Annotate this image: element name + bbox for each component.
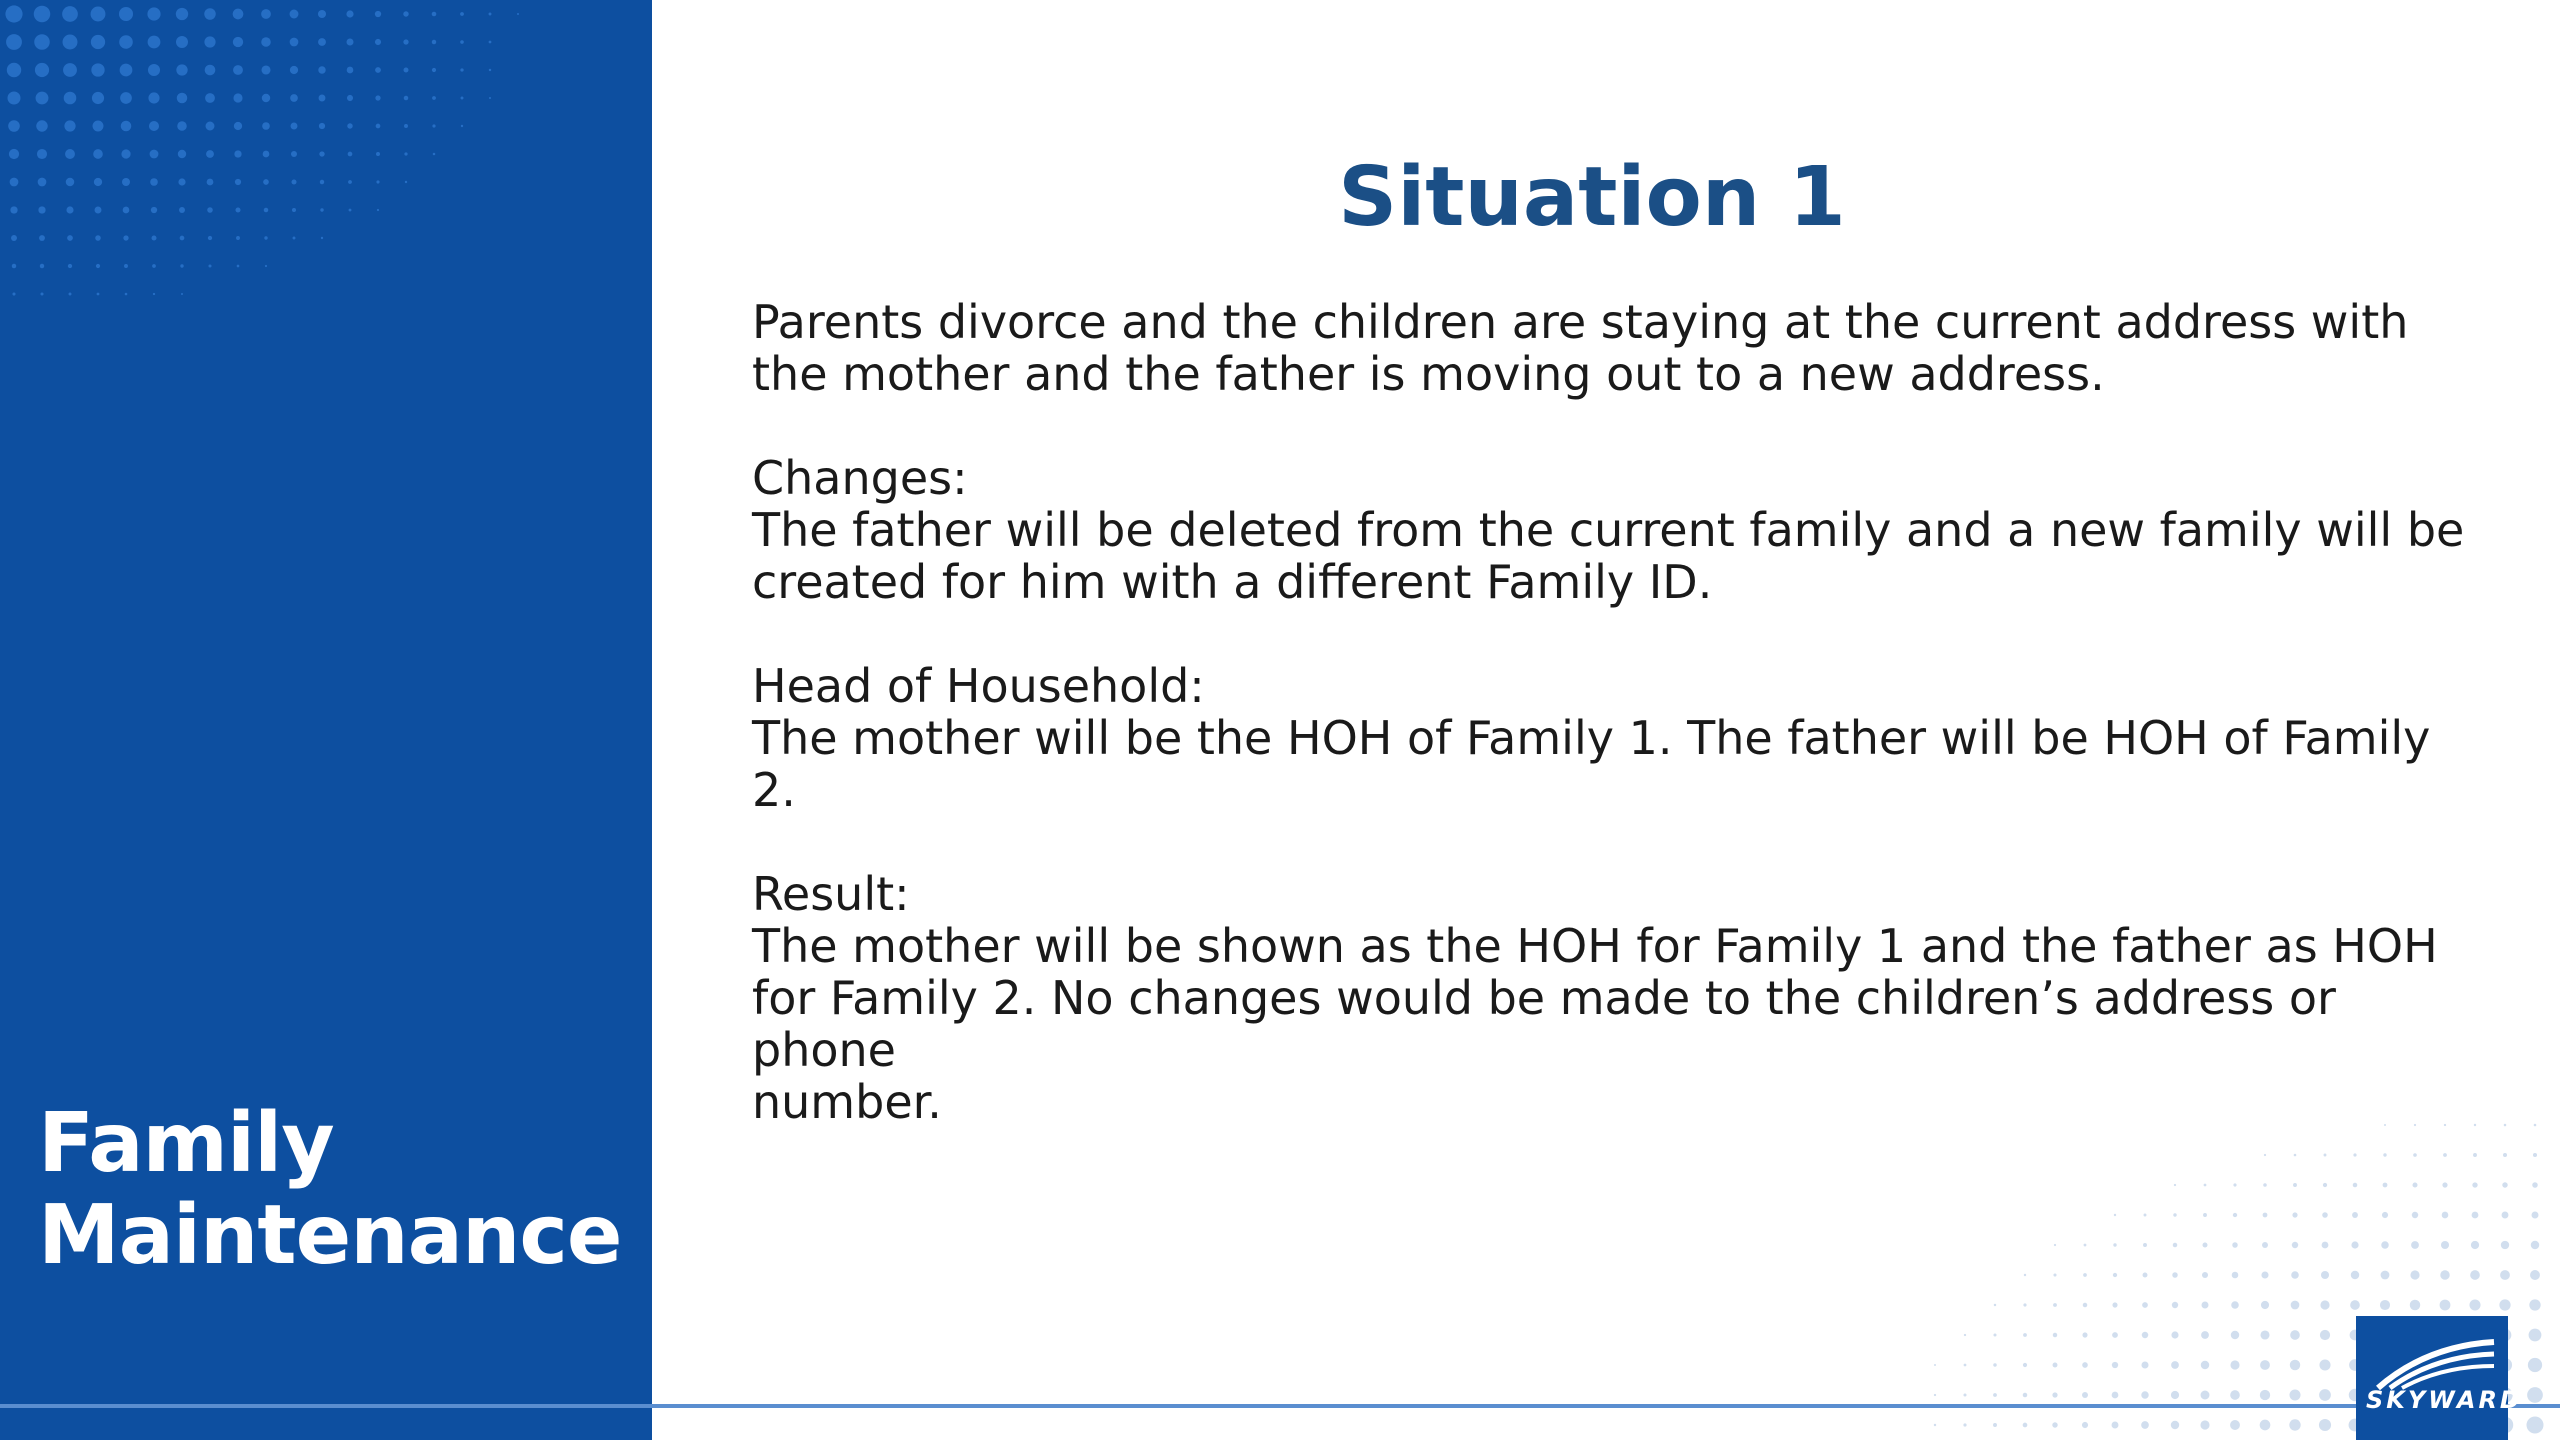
- changes-paragraph: [752, 452, 2472, 608]
- result-line: number.: [752, 1075, 942, 1129]
- section-title: [38, 1098, 622, 1282]
- skyward-logo-icon: [2356, 1316, 2523, 1440]
- changes-line: The father will be deleted from the current family and a new family will be: [752, 503, 2465, 557]
- hoh-paragraph: [752, 660, 2472, 816]
- result-line: for Family 2. No changes would be made to the children’s address or phone: [752, 971, 2336, 1077]
- logo-text: SKYWARD: [2366, 1386, 2523, 1414]
- intro-paragraph: [752, 296, 2472, 400]
- result-heading: Result:: [752, 867, 910, 921]
- changes-line: created for him with a different Family ID.: [752, 555, 1713, 609]
- hoh-heading: Head of Household:: [752, 659, 1205, 713]
- sidebar-panel: [0, 0, 652, 1440]
- result-line: The mother will be shown as the HOH for Family 1 and the father as HOH: [752, 919, 2438, 973]
- section-title-line-2: Maintenance: [38, 1188, 622, 1283]
- section-title-line-1: Family: [38, 1096, 334, 1191]
- bottom-divider: [0, 1404, 2560, 1408]
- intro-line: the mother and the father is moving out to a new address.: [752, 347, 2105, 401]
- hoh-line: The mother will be the HOH of Family 1. The father will be HOH of Family 2.: [752, 711, 2431, 817]
- slide-title: Situation 1: [1338, 150, 1846, 245]
- skyward-logo: [2356, 1316, 2523, 1440]
- intro-line: Parents divorce and the children are staying at the current address with: [752, 295, 2409, 349]
- changes-heading: Changes:: [752, 451, 968, 505]
- dot-pattern-decoration: [0, 0, 640, 420]
